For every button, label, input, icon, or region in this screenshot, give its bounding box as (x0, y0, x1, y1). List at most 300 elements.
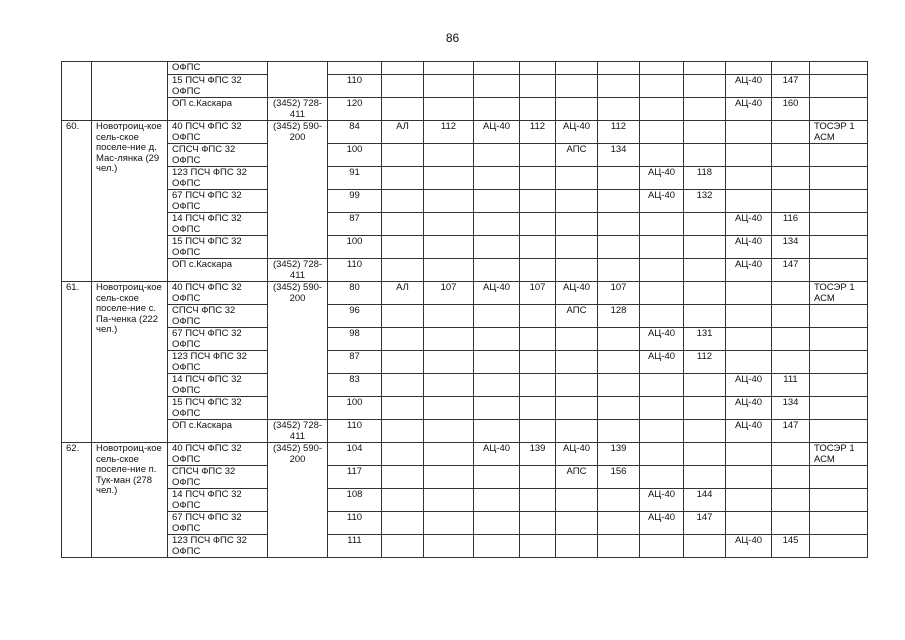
unit-name-cell: 123 ПСЧ ФПС 32 ОФПС (168, 167, 268, 190)
time-4-cell (684, 535, 726, 558)
time-4-cell (684, 397, 726, 420)
vehicle-1-cell (382, 489, 424, 512)
vehicle-5-cell (726, 512, 772, 535)
table-row (62, 62, 868, 75)
distance-cell: 100 (328, 397, 382, 420)
vehicle-1-cell (382, 167, 424, 190)
distance-cell: 111 (328, 535, 382, 558)
time-3-cell: 139 (598, 443, 640, 466)
vehicle-2-cell (474, 190, 520, 213)
time-4-cell: 112 (684, 351, 726, 374)
vehicle-1-cell (382, 75, 424, 98)
time-4-cell (684, 374, 726, 397)
time-3-cell (598, 98, 640, 121)
time-3-cell (598, 75, 640, 98)
time-3-cell (598, 420, 640, 443)
time-5-cell (772, 167, 810, 190)
time-4-cell (684, 213, 726, 236)
time-1-cell (424, 535, 474, 558)
table-row (62, 512, 868, 535)
unit-name-cell: 123 ПСЧ ФПС 32 ОФПС (168, 535, 268, 558)
vehicle-2-cell: АЦ-40 (474, 282, 520, 305)
unit-name-cell: ОФПС (168, 62, 268, 75)
row-number-cell: 60. (62, 121, 92, 282)
fire-departure-table (61, 61, 868, 558)
time-4-cell (684, 259, 726, 282)
notes-cell (810, 466, 868, 489)
time-4-cell (684, 75, 726, 98)
unit-name-cell: 67 ПСЧ ФПС 32 ОФПС (168, 512, 268, 535)
unit-name-cell: СПСЧ ФПС 32 ОФПС (168, 144, 268, 167)
vehicle-3-cell (556, 236, 598, 259)
row-number-cell (62, 62, 92, 121)
vehicle-3-cell (556, 512, 598, 535)
vehicle-1-cell (382, 420, 424, 443)
table-row (62, 98, 868, 121)
time-2-cell (520, 466, 556, 489)
time-3-cell (598, 62, 640, 75)
vehicle-5-cell (726, 167, 772, 190)
vehicle-1-cell (382, 351, 424, 374)
vehicle-2-cell (474, 328, 520, 351)
vehicle-1-cell (382, 374, 424, 397)
notes-cell (810, 259, 868, 282)
time-2-cell (520, 420, 556, 443)
vehicle-4-cell (640, 98, 684, 121)
phone-cell: (3452) 728-411 (268, 98, 328, 121)
time-3-cell (598, 213, 640, 236)
time-2-cell (520, 351, 556, 374)
time-3-cell: 112 (598, 121, 640, 144)
vehicle-3-cell: АЦ-40 (556, 121, 598, 144)
time-5-cell (772, 190, 810, 213)
notes-cell (810, 374, 868, 397)
table-row (62, 190, 868, 213)
vehicle-4-cell (640, 443, 684, 466)
table-row (62, 305, 868, 328)
notes-cell (810, 98, 868, 121)
settlement-cell (92, 62, 168, 121)
distance-cell (328, 62, 382, 75)
time-2-cell (520, 305, 556, 328)
time-3-cell (598, 535, 640, 558)
time-1-cell (424, 397, 474, 420)
table-row (62, 466, 868, 489)
vehicle-5-cell: АЦ-40 (726, 420, 772, 443)
unit-name-cell: СПСЧ ФПС 32 ОФПС (168, 305, 268, 328)
distance-cell: 83 (328, 374, 382, 397)
vehicle-1-cell (382, 466, 424, 489)
time-2-cell (520, 236, 556, 259)
distance-cell: 100 (328, 144, 382, 167)
unit-name-cell: 15 ПСЧ ФПС 32 ОФПС (168, 236, 268, 259)
time-4-cell: 147 (684, 512, 726, 535)
time-2-cell: 139 (520, 443, 556, 466)
unit-name-cell: 15 ПСЧ ФПС 32 ОФПС (168, 397, 268, 420)
phone-cell: (3452) 590-200 (268, 121, 328, 259)
vehicle-4-cell (640, 144, 684, 167)
distance-cell: 99 (328, 190, 382, 213)
time-3-cell (598, 259, 640, 282)
time-2-cell (520, 75, 556, 98)
vehicle-3-cell (556, 190, 598, 213)
time-5-cell (772, 489, 810, 512)
time-5-cell (772, 62, 810, 75)
time-1-cell: 112 (424, 121, 474, 144)
vehicle-1-cell (382, 144, 424, 167)
notes-cell (810, 512, 868, 535)
time-1-cell (424, 512, 474, 535)
vehicle-4-cell (640, 213, 684, 236)
unit-name-cell: 14 ПСЧ ФПС 32 ОФПС (168, 213, 268, 236)
time-4-cell (684, 466, 726, 489)
phone-cell (268, 62, 328, 98)
time-2-cell (520, 512, 556, 535)
distance-cell: 84 (328, 121, 382, 144)
time-2-cell (520, 167, 556, 190)
time-4-cell: 118 (684, 167, 726, 190)
distance-cell: 110 (328, 75, 382, 98)
time-3-cell (598, 397, 640, 420)
vehicle-2-cell (474, 420, 520, 443)
time-1-cell (424, 75, 474, 98)
notes-cell (810, 535, 868, 558)
vehicle-2-cell (474, 489, 520, 512)
unit-name-cell: 40 ПСЧ ФПС 32 ОФПС (168, 282, 268, 305)
vehicle-2-cell (474, 213, 520, 236)
notes-cell (810, 62, 868, 75)
unit-name-cell: СПСЧ ФПС 32 ОФПС (168, 466, 268, 489)
vehicle-4-cell (640, 466, 684, 489)
vehicle-5-cell (726, 282, 772, 305)
vehicle-3-cell: АЦ-40 (556, 443, 598, 466)
time-2-cell (520, 259, 556, 282)
time-4-cell (684, 121, 726, 144)
time-4-cell (684, 236, 726, 259)
time-5-cell (772, 282, 810, 305)
vehicle-4-cell: АЦ-40 (640, 512, 684, 535)
vehicle-4-cell (640, 397, 684, 420)
vehicle-2-cell (474, 535, 520, 558)
vehicle-3-cell: АПС (556, 144, 598, 167)
time-2-cell: 112 (520, 121, 556, 144)
phone-cell: (3452) 728-411 (268, 420, 328, 443)
vehicle-3-cell (556, 374, 598, 397)
time-5-cell: 116 (772, 213, 810, 236)
unit-name-cell: 15 ПСЧ ФПС 32 ОФПС (168, 75, 268, 98)
time-1-cell (424, 190, 474, 213)
vehicle-3-cell (556, 489, 598, 512)
vehicle-2-cell (474, 374, 520, 397)
time-3-cell (598, 351, 640, 374)
time-5-cell: 147 (772, 420, 810, 443)
settlement-cell: Новотроиц-кое сель-ское поселе-ние д. Мас-лянка (29 чел.) (92, 121, 168, 282)
time-1-cell (424, 489, 474, 512)
vehicle-5-cell: АЦ-40 (726, 236, 772, 259)
vehicle-4-cell (640, 236, 684, 259)
distance-cell: 104 (328, 443, 382, 466)
vehicle-1-cell (382, 512, 424, 535)
vehicle-1-cell (382, 305, 424, 328)
time-3-cell: 156 (598, 466, 640, 489)
table-row (62, 167, 868, 190)
vehicle-1-cell (382, 98, 424, 121)
notes-cell: ТОСЭР 1 АСМ (810, 282, 868, 305)
distance-cell: 87 (328, 351, 382, 374)
distance-cell: 110 (328, 259, 382, 282)
time-5-cell: 145 (772, 535, 810, 558)
time-2-cell (520, 374, 556, 397)
notes-cell (810, 167, 868, 190)
vehicle-3-cell: АПС (556, 466, 598, 489)
time-4-cell (684, 62, 726, 75)
unit-name-cell: ОП с.Каскара (168, 259, 268, 282)
notes-cell (810, 351, 868, 374)
time-1-cell (424, 351, 474, 374)
unit-name-cell: 67 ПСЧ ФПС 32 ОФПС (168, 190, 268, 213)
time-2-cell: 107 (520, 282, 556, 305)
vehicle-5-cell (726, 466, 772, 489)
distance-cell: 110 (328, 512, 382, 535)
vehicle-1-cell (382, 62, 424, 75)
table-row (62, 121, 868, 144)
time-4-cell (684, 98, 726, 121)
vehicle-1-cell (382, 328, 424, 351)
table-row (62, 236, 868, 259)
time-2-cell (520, 535, 556, 558)
time-5-cell (772, 305, 810, 328)
settlement-cell: Новотроиц-кое сель-ское поселе-ние с. Па-ченка (222 чел.) (92, 282, 168, 443)
table-row (62, 259, 868, 282)
time-3-cell (598, 190, 640, 213)
time-2-cell (520, 98, 556, 121)
time-3-cell (598, 167, 640, 190)
time-3-cell (598, 489, 640, 512)
vehicle-5-cell (726, 144, 772, 167)
vehicle-3-cell: АПС (556, 305, 598, 328)
vehicle-4-cell (640, 535, 684, 558)
time-4-cell (684, 282, 726, 305)
notes-cell (810, 75, 868, 98)
vehicle-2-cell (474, 167, 520, 190)
table-row (62, 535, 868, 558)
time-1-cell (424, 443, 474, 466)
vehicle-2-cell (474, 305, 520, 328)
unit-name-cell: 67 ПСЧ ФПС 32 ОФПС (168, 328, 268, 351)
table-row (62, 213, 868, 236)
row-number-cell: 62. (62, 443, 92, 558)
time-1-cell (424, 98, 474, 121)
table-row (62, 328, 868, 351)
notes-cell (810, 420, 868, 443)
vehicle-2-cell (474, 62, 520, 75)
time-5-cell (772, 328, 810, 351)
vehicle-5-cell: АЦ-40 (726, 98, 772, 121)
time-2-cell (520, 213, 556, 236)
time-3-cell (598, 512, 640, 535)
phone-cell: (3452) 728-411 (268, 259, 328, 282)
time-4-cell (684, 443, 726, 466)
vehicle-3-cell (556, 351, 598, 374)
time-2-cell (520, 144, 556, 167)
vehicle-2-cell (474, 512, 520, 535)
vehicle-3-cell (556, 535, 598, 558)
settlement-cell: Новотроиц-кое сель-ское поселе-ние п. Тук-ман (278 чел.) (92, 443, 168, 558)
vehicle-3-cell (556, 167, 598, 190)
time-5-cell (772, 351, 810, 374)
vehicle-5-cell: АЦ-40 (726, 213, 772, 236)
time-5-cell (772, 144, 810, 167)
time-2-cell (520, 190, 556, 213)
time-2-cell (520, 62, 556, 75)
time-3-cell: 128 (598, 305, 640, 328)
vehicle-2-cell (474, 466, 520, 489)
distance-cell: 117 (328, 466, 382, 489)
table-row (62, 420, 868, 443)
time-5-cell (772, 466, 810, 489)
phone-cell: (3452) 590-200 (268, 443, 328, 558)
vehicle-5-cell: АЦ-40 (726, 75, 772, 98)
vehicle-4-cell: АЦ-40 (640, 351, 684, 374)
notes-cell (810, 305, 868, 328)
vehicle-1-cell (382, 190, 424, 213)
unit-name-cell: 40 ПСЧ ФПС 32 ОФПС (168, 443, 268, 466)
vehicle-2-cell (474, 75, 520, 98)
vehicle-1-cell (382, 535, 424, 558)
vehicle-5-cell (726, 489, 772, 512)
time-1-cell (424, 62, 474, 75)
phone-cell: (3452) 590-200 (268, 282, 328, 420)
distance-cell: 80 (328, 282, 382, 305)
notes-cell: ТОСЭР 1 АСМ (810, 121, 868, 144)
table-row (62, 144, 868, 167)
vehicle-5-cell (726, 62, 772, 75)
distance-cell: 96 (328, 305, 382, 328)
vehicle-3-cell: АЦ-40 (556, 282, 598, 305)
notes-cell (810, 144, 868, 167)
time-4-cell: 131 (684, 328, 726, 351)
time-3-cell (598, 374, 640, 397)
unit-name-cell: ОП с.Каскара (168, 420, 268, 443)
notes-cell (810, 213, 868, 236)
time-2-cell (520, 489, 556, 512)
time-5-cell (772, 121, 810, 144)
distance-cell: 87 (328, 213, 382, 236)
vehicle-4-cell (640, 374, 684, 397)
vehicle-3-cell (556, 62, 598, 75)
distance-cell: 120 (328, 98, 382, 121)
vehicle-5-cell: АЦ-40 (726, 374, 772, 397)
distance-cell: 110 (328, 420, 382, 443)
row-number-cell: 61. (62, 282, 92, 443)
notes-cell (810, 489, 868, 512)
vehicle-1-cell (382, 213, 424, 236)
vehicle-3-cell (556, 213, 598, 236)
vehicle-4-cell (640, 75, 684, 98)
unit-name-cell: 123 ПСЧ ФПС 32 ОФПС (168, 351, 268, 374)
time-1-cell: 107 (424, 282, 474, 305)
time-5-cell (772, 443, 810, 466)
vehicle-4-cell: АЦ-40 (640, 328, 684, 351)
notes-cell (810, 190, 868, 213)
vehicle-2-cell (474, 259, 520, 282)
distance-cell: 100 (328, 236, 382, 259)
unit-name-cell: ОП с.Каскара (168, 98, 268, 121)
page-number: 86 (445, 31, 460, 45)
time-1-cell (424, 259, 474, 282)
vehicle-3-cell (556, 75, 598, 98)
table-row (62, 75, 868, 98)
time-1-cell (424, 466, 474, 489)
time-5-cell: 160 (772, 98, 810, 121)
time-4-cell (684, 144, 726, 167)
time-1-cell (424, 305, 474, 328)
time-2-cell (520, 328, 556, 351)
table-row (62, 351, 868, 374)
vehicle-4-cell (640, 62, 684, 75)
table-row (62, 489, 868, 512)
distance-cell: 91 (328, 167, 382, 190)
vehicle-5-cell: АЦ-40 (726, 259, 772, 282)
vehicle-5-cell (726, 305, 772, 328)
time-5-cell: 147 (772, 259, 810, 282)
vehicle-1-cell: АЛ (382, 121, 424, 144)
time-1-cell (424, 374, 474, 397)
vehicle-1-cell (382, 236, 424, 259)
vehicle-2-cell: АЦ-40 (474, 121, 520, 144)
vehicle-5-cell (726, 190, 772, 213)
vehicle-5-cell: АЦ-40 (726, 397, 772, 420)
distance-cell: 98 (328, 328, 382, 351)
vehicle-1-cell (382, 443, 424, 466)
time-3-cell (598, 328, 640, 351)
time-5-cell: 147 (772, 75, 810, 98)
vehicle-5-cell (726, 121, 772, 144)
time-4-cell (684, 420, 726, 443)
vehicle-3-cell (556, 328, 598, 351)
vehicle-4-cell: АЦ-40 (640, 489, 684, 512)
time-5-cell: 111 (772, 374, 810, 397)
vehicle-5-cell (726, 351, 772, 374)
unit-name-cell: 14 ПСЧ ФПС 32 ОФПС (168, 489, 268, 512)
vehicle-3-cell (556, 397, 598, 420)
notes-cell (810, 236, 868, 259)
notes-cell (810, 328, 868, 351)
vehicle-2-cell (474, 236, 520, 259)
vehicle-4-cell (640, 282, 684, 305)
time-1-cell (424, 420, 474, 443)
vehicle-5-cell: АЦ-40 (726, 535, 772, 558)
vehicle-1-cell (382, 397, 424, 420)
time-5-cell: 134 (772, 236, 810, 259)
time-3-cell: 134 (598, 144, 640, 167)
vehicle-3-cell (556, 98, 598, 121)
vehicle-4-cell: АЦ-40 (640, 190, 684, 213)
vehicle-4-cell (640, 121, 684, 144)
time-1-cell (424, 213, 474, 236)
table-row (62, 397, 868, 420)
vehicle-2-cell (474, 144, 520, 167)
table-row (62, 443, 868, 466)
time-4-cell (684, 305, 726, 328)
vehicle-2-cell (474, 351, 520, 374)
time-1-cell (424, 167, 474, 190)
time-5-cell (772, 512, 810, 535)
time-4-cell: 144 (684, 489, 726, 512)
time-3-cell (598, 236, 640, 259)
notes-cell: ТОСЭР 1 АСМ (810, 443, 868, 466)
time-1-cell (424, 144, 474, 167)
